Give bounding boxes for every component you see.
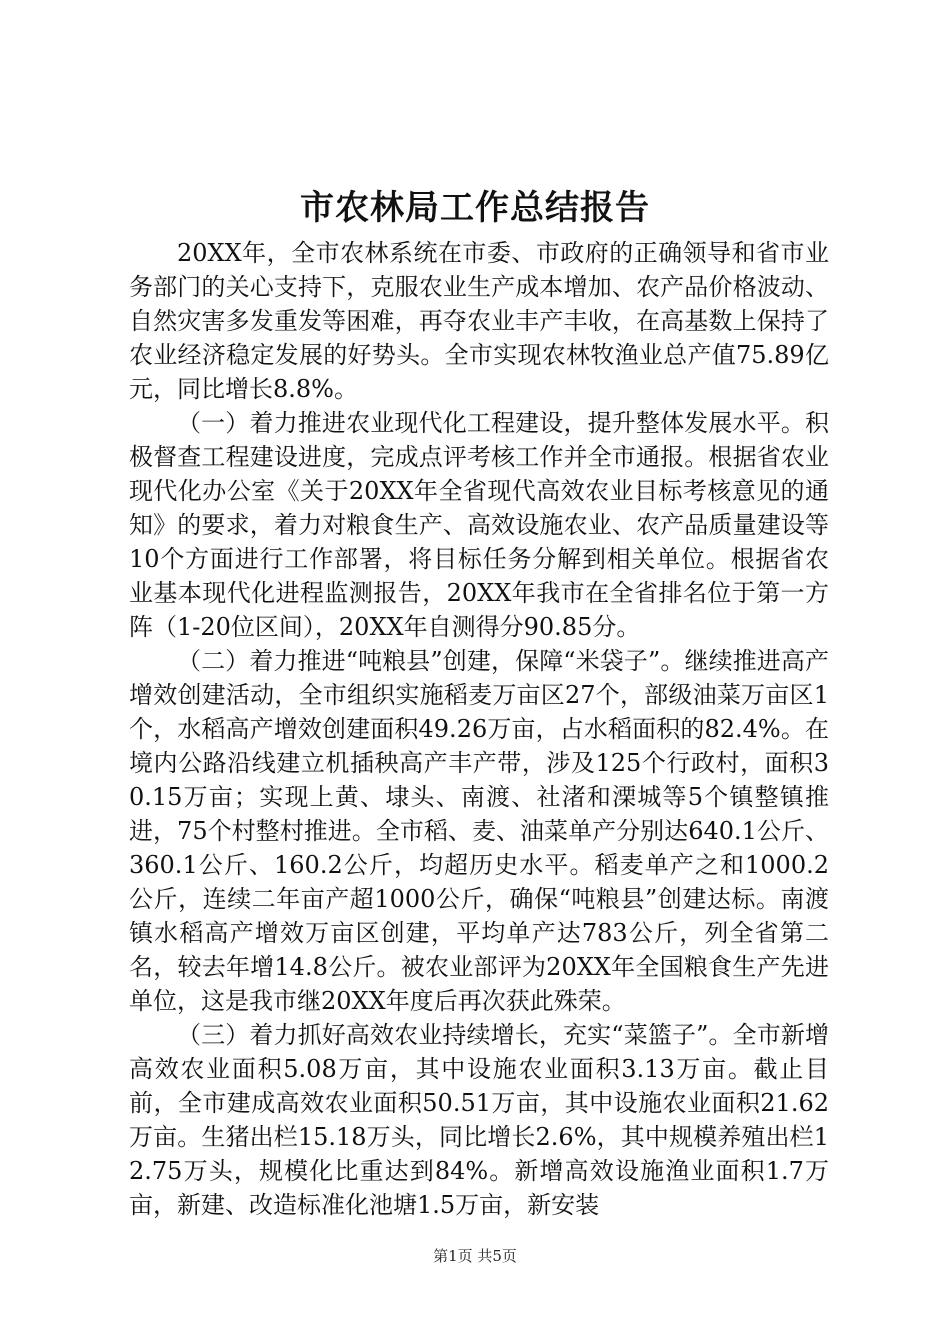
paragraph-intro: 20XX年，全市农林系统在市委、市政府的正确领导和省市业务部门的关心支持下，克服农业生产成本增加、农产品价格波动、自然灾害多发重发等困难，再夺农业丰产丰收，在高基数上保持了农业经济稳定发展的好势头。全市实现农林牧渔业总产值75.89亿元，同比增长8.8%。 [129,239,829,403]
paragraph-section-1: （一）着力推进农业现代化工程建设，提升整体发展水平。积极督查工程建设进度，完成点评考核工作并全市通报。根据省农业现代化办公室《关于20XX年全省现代高效农业目标考核意见的通知》的要求，着力对粮食生产、高效设施农业、农产品质量建设等10个方面进行工作部署，将目标任务分解到相关单位。根据省农业基本现代化进程监测报告，20XX年我市在全省排名位于第一方阵（1-20位区间），20XX年自测得分90.85分。 [129,409,829,641]
document-title: 市农林局工作总结报告 [300,188,650,228]
paragraph-section-3: （三）着力抓好高效农业持续增长，充实“菜篮子”。全市新增高效农业面积5.08万亩，其中设施农业面积3.13万亩。截止目前，全市建成高效农业面积50.51万亩，其中设施农业面积21.62万亩。生猪出栏15.18万头，同比增长2.6%，其中规模养殖出栏12.75万头，规模化比重达到84%。新增高效设施渔业面积1.7万亩，新建、改造标准化池塘1.5万亩，新安装 [129,1021,829,1219]
page-footer: 第1页 共5页 [433,1247,517,1265]
document-body [129,236,829,1222]
paragraph-section-2: （二）着力推进“吨粮县”创建，保障“米袋子”。继续推进高产增效创建活动，全市组织实施稻麦万亩区27个，部级油菜万亩区1个，水稻高产增效创建面积49.26万亩，占水稻面积的82.4%。在境内公路沿线建立机插秧高产丰产带，涉及125个行政村，面积30.15万亩；实现上黄、埭头、南渡、社渚和溧城等5个镇整镇推进，75个村整村推进。全市稻、麦、油菜单产分别达640.1公斤、360.1公斤、160.2公斤，均超历史水平。稻麦单产之和1000.2公斤，连续二年亩产超1000公斤，确保“吨粮县”创建达标。南渡镇水稻高产增效万亩区创建，平均单产达783公斤，列全省第二名，较去年增14.8公斤。被农业部评为20XX年全国粮食生产先进单位，这是我市继20XX年度后再次获此殊荣。 [129,647,829,1015]
